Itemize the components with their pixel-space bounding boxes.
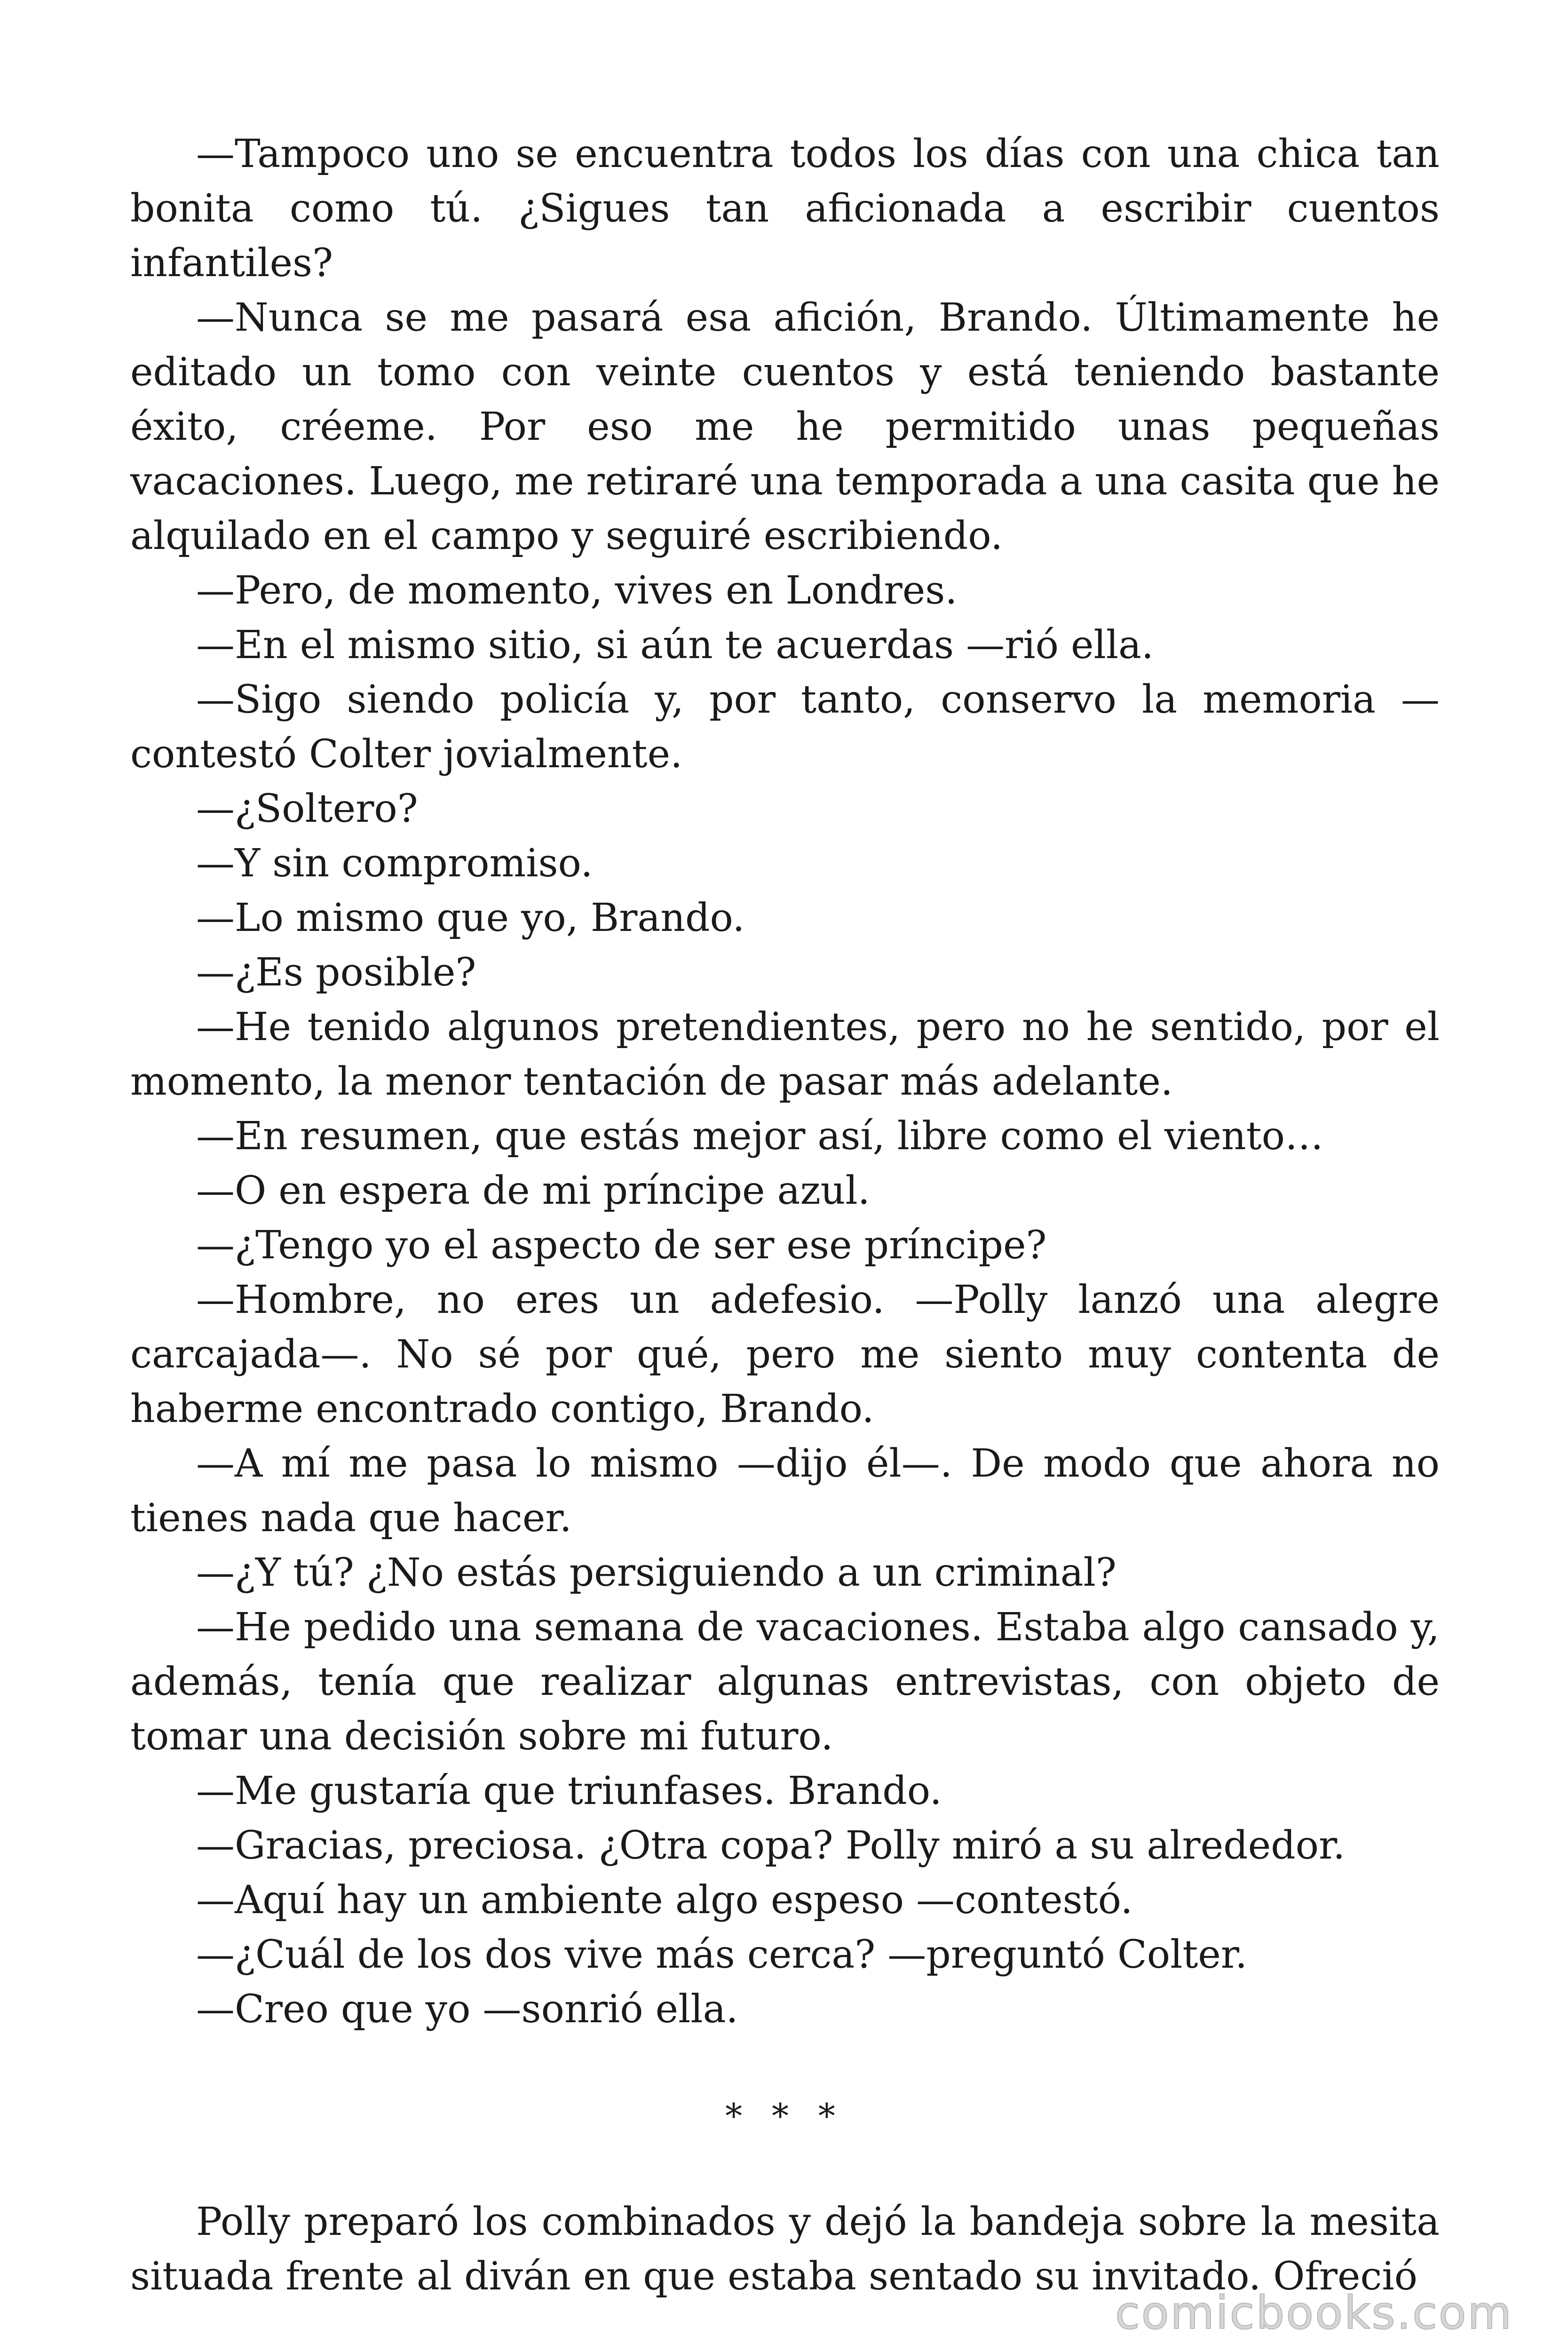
paragraph: —Hombre, no eres un adefesio. —Polly lanzó una alegre carcajada—. No sé por qué, pero me siento muy contenta de haberme encontrado contigo, Brando. xyxy=(130,1278,1440,1431)
paragraph: —Pero, de momento, vives en Londres. xyxy=(196,568,958,613)
paragraph: Polly preparó los combinados y dejó la bandeja sobre la mesita situada frente al diván en que estaba sentado su invitado. Ofreció xyxy=(130,2200,1440,2299)
paragraph: —He pedido una semana de vacaciones. Estaba algo cansado y, además, tenía que realizar algunas entrevistas, con objeto de tomar una decisión sobre mi futuro. xyxy=(130,1605,1440,1759)
paragraph: —Creo que yo —sonrió ella. xyxy=(196,1987,738,2032)
paragraph: —¿Es posible? xyxy=(196,950,476,995)
paragraph: —Lo mismo que yo, Brando. xyxy=(196,896,745,940)
paragraph: —O en espera de mi príncipe azul. xyxy=(196,1168,870,1213)
paragraph: —¿Cuál de los dos vive más cerca? —preguntó Colter. xyxy=(196,1932,1248,1977)
paragraph: —¿Tengo yo el aspecto de ser ese príncipe? xyxy=(196,1223,1047,1268)
paragraph: —Sigo siendo policía y, por tanto, conservo la memoria —contestó Colter jovialmente. xyxy=(130,677,1440,777)
paragraph: —Aquí hay un ambiente algo espeso —contestó. xyxy=(196,1878,1133,1923)
paragraph: —Me gustaría que triunfases. Brando. xyxy=(196,1769,942,1813)
watermark-logo: comicbooks.com xyxy=(1115,2287,1513,2339)
paragraph: —Gracias, preciosa. ¿Otra copa? Polly miró a su alrededor. xyxy=(196,1823,1346,1868)
paragraph: —A mí me pasa lo mismo —dijo él—. De modo que ahora no tienes nada que hacer. xyxy=(130,1441,1440,1541)
paragraph: —Y sin compromiso. xyxy=(196,841,593,886)
paragraph: —En resumen, que estás mejor así, libre como el viento… xyxy=(196,1114,1323,1159)
paragraph: —¿Y tú? ¿No estás persiguiendo a un criminal? xyxy=(196,1550,1117,1595)
book-page xyxy=(130,127,1440,2304)
paragraph: —En el mismo sitio, si aún te acuerdas —rió ella. xyxy=(196,623,1154,667)
paragraph: —He tenido algunos pretendientes, pero no he sentido, por el momento, la menor tentación de pasar más adelante. xyxy=(130,1005,1440,1104)
paragraph: —Tampoco uno se encuentra todos los días con una chica tan bonita como tú. ¿Sigues tan aficionada a escribir cuentos infantiles? xyxy=(130,132,1440,286)
scene-separator: * * * xyxy=(725,2096,845,2136)
paragraph: —¿Soltero? xyxy=(196,787,418,831)
paragraph: —Nunca se me pasará esa afición, Brando. Últimamente he editado un tomo con veinte cuentos y está teniendo bastante éxito, créeme. Por eso me he permitido unas pequeñas vacaciones. Luego, me retiraré una temporada a una casita que he alquilado en el campo y seguiré escribiendo. xyxy=(130,295,1440,558)
